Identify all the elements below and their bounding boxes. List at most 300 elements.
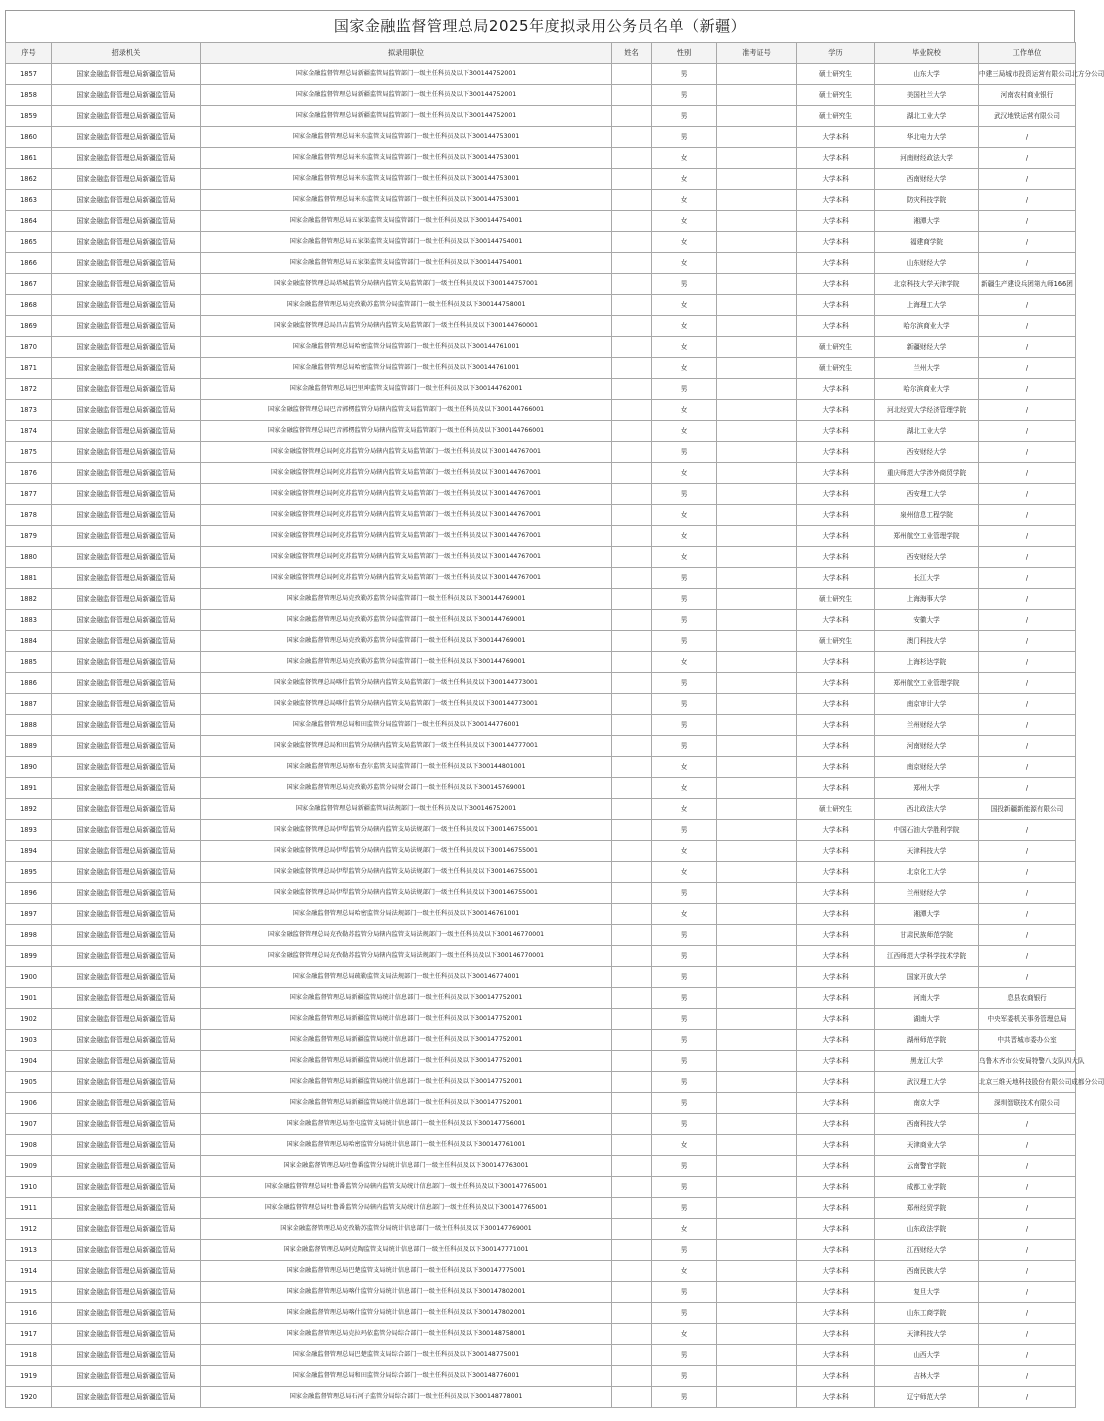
- position-cell: 国家金融监督管理总局阿克苏监管分局辖内监管支局监管部门一级主任科员及以下300144767001: [201, 463, 612, 484]
- ticket-cell: [717, 1345, 797, 1366]
- work-unit-cell: /: [979, 631, 1076, 652]
- table-row: [6, 400, 1076, 421]
- agency-cell: 国家金融监督管理总局新疆监管局: [52, 652, 201, 673]
- gender-cell: 男: [652, 1072, 717, 1093]
- agency-cell: 国家金融监督管理总局新疆监管局: [52, 673, 201, 694]
- education-cell: 大学本科: [797, 274, 875, 295]
- position-cell: 国家金融监督管理总局石河子监管分局综合部门一级主任科员及以下300148778001: [201, 1387, 612, 1408]
- work-unit-cell: /: [979, 715, 1076, 736]
- col-header-ticket: 准考证号: [717, 43, 797, 64]
- work-unit-cell: /: [979, 925, 1076, 946]
- school-cell: 郑州航空工业管理学院: [875, 526, 979, 547]
- gender-cell: 女: [652, 862, 717, 883]
- table-row: [6, 127, 1076, 148]
- school-cell: 南京审计大学: [875, 694, 979, 715]
- seq-cell: 1869: [6, 316, 52, 337]
- table-row: [6, 232, 1076, 253]
- agency-cell: 国家金融监督管理总局新疆监管局: [52, 64, 201, 85]
- ticket-cell: [717, 1261, 797, 1282]
- education-cell: 硕士研究生: [797, 64, 875, 85]
- seq-cell: 1873: [6, 400, 52, 421]
- work-unit-cell: /: [979, 442, 1076, 463]
- work-unit-cell: /: [979, 232, 1076, 253]
- work-unit-cell: /: [979, 211, 1076, 232]
- education-cell: 大学本科: [797, 127, 875, 148]
- table-row: [6, 841, 1076, 862]
- education-cell: 大学本科: [797, 883, 875, 904]
- work-unit-cell: /: [979, 421, 1076, 442]
- name-cell: [612, 547, 652, 568]
- agency-cell: 国家金融监督管理总局新疆监管局: [52, 337, 201, 358]
- name-cell: [612, 946, 652, 967]
- work-unit-cell: /: [979, 400, 1076, 421]
- education-cell: 大学本科: [797, 1219, 875, 1240]
- school-cell: 江西师范大学科学技术学院: [875, 946, 979, 967]
- education-cell: 大学本科: [797, 610, 875, 631]
- gender-cell: 男: [652, 1093, 717, 1114]
- name-cell: [612, 715, 652, 736]
- education-cell: 大学本科: [797, 1345, 875, 1366]
- agency-cell: 国家金融监督管理总局新疆监管局: [52, 967, 201, 988]
- position-cell: 国家金融监督管理总局巴音郭楞监管分局辖内监管支局监管部门一级主任科员及以下300144766001: [201, 421, 612, 442]
- seq-cell: 1907: [6, 1114, 52, 1135]
- table-row: [6, 1114, 1076, 1135]
- work-unit-cell: 乌鲁木齐市公安局特警八支队四大队: [979, 1051, 1076, 1072]
- work-unit-cell: /: [979, 127, 1076, 148]
- gender-cell: 男: [652, 106, 717, 127]
- ticket-cell: [717, 1114, 797, 1135]
- ticket-cell: [717, 484, 797, 505]
- education-cell: 大学本科: [797, 253, 875, 274]
- work-unit-cell: 中央军委机关事务管理总局: [979, 1009, 1076, 1030]
- agency-cell: 国家金融监督管理总局新疆监管局: [52, 232, 201, 253]
- ticket-cell: [717, 820, 797, 841]
- seq-cell: 1876: [6, 463, 52, 484]
- education-cell: 大学本科: [797, 1156, 875, 1177]
- school-cell: 山东政法学院: [875, 1219, 979, 1240]
- position-cell: 国家金融监督管理总局阿克苏监管分局辖内监管支局监管部门一级主任科员及以下300144767001: [201, 568, 612, 589]
- agency-cell: 国家金融监督管理总局新疆监管局: [52, 904, 201, 925]
- table-row: [6, 1366, 1076, 1387]
- agency-cell: 国家金融监督管理总局新疆监管局: [52, 799, 201, 820]
- ticket-cell: [717, 421, 797, 442]
- seq-cell: 1884: [6, 631, 52, 652]
- education-cell: 硕士研究生: [797, 358, 875, 379]
- position-cell: 国家金融监督管理总局和田监管分局监管部门一级主任科员及以下300144776001: [201, 715, 612, 736]
- table-row: [6, 1387, 1076, 1408]
- education-cell: 大学本科: [797, 841, 875, 862]
- name-cell: [612, 1219, 652, 1240]
- education-cell: 大学本科: [797, 1093, 875, 1114]
- table-row: [6, 568, 1076, 589]
- education-cell: 大学本科: [797, 715, 875, 736]
- education-cell: 大学本科: [797, 148, 875, 169]
- name-cell: [612, 883, 652, 904]
- education-cell: 大学本科: [797, 1366, 875, 1387]
- education-cell: 大学本科: [797, 925, 875, 946]
- position-cell: 国家金融监督管理总局新疆监管局统计信息部门一级主任科员及以下300147752001: [201, 1030, 612, 1051]
- position-cell: 国家金融监督管理总局巴楚监管支局统计信息部门一级主任科员及以下300147775001: [201, 1261, 612, 1282]
- roster-table: [5, 42, 1104, 1408]
- position-cell: 国家金融监督管理总局新疆监管局监管部门一级主任科员及以下300144752001: [201, 85, 612, 106]
- agency-cell: 国家金融监督管理总局新疆监管局: [52, 715, 201, 736]
- seq-cell: 1859: [6, 106, 52, 127]
- position-cell: 国家金融监督管理总局新疆监管局监管部门一级主任科员及以下300144752001: [201, 106, 612, 127]
- gender-cell: 女: [652, 1261, 717, 1282]
- table-row: [6, 1072, 1076, 1093]
- gender-cell: 男: [652, 694, 717, 715]
- seq-cell: 1879: [6, 526, 52, 547]
- agency-cell: 国家金融监督管理总局新疆监管局: [52, 1387, 201, 1408]
- gender-cell: 男: [652, 1345, 717, 1366]
- gender-cell: 女: [652, 358, 717, 379]
- agency-cell: 国家金融监督管理总局新疆监管局: [52, 85, 201, 106]
- gender-cell: 男: [652, 1030, 717, 1051]
- work-unit-cell: 深圳智联技术有限公司: [979, 1093, 1076, 1114]
- position-cell: 国家金融监督管理总局新疆监管局法规部门一级主任科员及以下300146752001: [201, 799, 612, 820]
- seq-cell: 1920: [6, 1387, 52, 1408]
- position-cell: 国家金融监督管理总局克孜勒苏监管分局辖内监管支局法规部门一级主任科员及以下300146770001: [201, 925, 612, 946]
- name-cell: [612, 442, 652, 463]
- education-cell: 大学本科: [797, 904, 875, 925]
- education-cell: 大学本科: [797, 1303, 875, 1324]
- seq-cell: 1894: [6, 841, 52, 862]
- table-row: [6, 547, 1076, 568]
- table-row: [6, 526, 1076, 547]
- school-cell: 泉州信息工程学院: [875, 505, 979, 526]
- name-cell: [612, 400, 652, 421]
- work-unit-cell: /: [979, 505, 1076, 526]
- ticket-cell: [717, 190, 797, 211]
- school-cell: 甘肃民族师范学院: [875, 925, 979, 946]
- position-cell: 国家金融监督管理总局克孜勒苏监管分局监管部门一级主任科员及以下300144769001: [201, 652, 612, 673]
- seq-cell: 1913: [6, 1240, 52, 1261]
- name-cell: [612, 379, 652, 400]
- name-cell: [612, 1114, 652, 1135]
- table-row: [6, 862, 1076, 883]
- work-unit-cell: /: [979, 547, 1076, 568]
- name-cell: [612, 505, 652, 526]
- ticket-cell: [717, 358, 797, 379]
- ticket-cell: [717, 337, 797, 358]
- gender-cell: 男: [652, 925, 717, 946]
- name-cell: [612, 337, 652, 358]
- seq-cell: 1881: [6, 568, 52, 589]
- table-row: [6, 799, 1076, 820]
- table-row: [6, 904, 1076, 925]
- name-cell: [612, 64, 652, 85]
- name-cell: [612, 421, 652, 442]
- position-cell: 国家金融监督管理总局伊犁监管分局辖内监管支局法规部门一级主任科员及以下300146755001: [201, 841, 612, 862]
- name-cell: [612, 631, 652, 652]
- page-title: 国家金融监督管理总局2025年度拟录用公务员名单（新疆）: [5, 10, 1075, 42]
- name-cell: [612, 190, 652, 211]
- name-cell: [612, 484, 652, 505]
- education-cell: 大学本科: [797, 1198, 875, 1219]
- position-cell: 国家金融监督管理总局米东监管支局监管部门一级主任科员及以下300144753001: [201, 169, 612, 190]
- seq-cell: 1866: [6, 253, 52, 274]
- table-row: [6, 1156, 1076, 1177]
- seq-cell: 1860: [6, 127, 52, 148]
- name-cell: [612, 610, 652, 631]
- education-cell: 大学本科: [797, 1030, 875, 1051]
- ticket-cell: [717, 1198, 797, 1219]
- position-cell: 国家金融监督管理总局阿克苏监管分局辖内监管支局监管部门一级主任科员及以下300144767001: [201, 526, 612, 547]
- name-cell: [612, 841, 652, 862]
- position-cell: 国家金融监督管理总局哈密监管分局统计信息部门一级主任科员及以下300147761001: [201, 1135, 612, 1156]
- table-row: [6, 1345, 1076, 1366]
- school-cell: 重庆师范大学涉外商贸学院: [875, 463, 979, 484]
- seq-cell: 1909: [6, 1156, 52, 1177]
- name-cell: [612, 463, 652, 484]
- work-unit-cell: /: [979, 463, 1076, 484]
- gender-cell: 男: [652, 1114, 717, 1135]
- seq-cell: 1898: [6, 925, 52, 946]
- agency-cell: 国家金融监督管理总局新疆监管局: [52, 316, 201, 337]
- position-cell: 国家金融监督管理总局克孜勒苏监管分局财会部门一级主任科员及以下300145769001: [201, 778, 612, 799]
- name-cell: [612, 967, 652, 988]
- seq-cell: 1910: [6, 1177, 52, 1198]
- work-unit-cell: /: [979, 484, 1076, 505]
- table-row: [6, 1219, 1076, 1240]
- gender-cell: 男: [652, 715, 717, 736]
- ticket-cell: [717, 547, 797, 568]
- position-cell: 国家金融监督管理总局吐鲁番监管分局辖内监管支局统计信息部门一级主任科员及以下300147765001: [201, 1177, 612, 1198]
- position-cell: 国家金融监督管理总局克孜勒苏监管分局监管部门一级主任科员及以下300144769001: [201, 610, 612, 631]
- ticket-cell: [717, 1135, 797, 1156]
- education-cell: 大学本科: [797, 484, 875, 505]
- seq-cell: 1914: [6, 1261, 52, 1282]
- ticket-cell: [717, 463, 797, 484]
- position-cell: 国家金融监督管理总局察布查尔监管支局监管部门一级主任科员及以下300144801001: [201, 757, 612, 778]
- gender-cell: 女: [652, 169, 717, 190]
- ticket-cell: [717, 1051, 797, 1072]
- name-cell: [612, 316, 652, 337]
- table-row: [6, 1240, 1076, 1261]
- name-cell: [612, 1198, 652, 1219]
- gender-cell: 男: [652, 379, 717, 400]
- position-cell: 国家金融监督管理总局五家渠监管支局监管部门一级主任科员及以下300144754001: [201, 232, 612, 253]
- agency-cell: 国家金融监督管理总局新疆监管局: [52, 736, 201, 757]
- education-cell: 大学本科: [797, 1135, 875, 1156]
- school-cell: 防灾科技学院: [875, 190, 979, 211]
- education-cell: 大学本科: [797, 505, 875, 526]
- ticket-cell: [717, 946, 797, 967]
- ticket-cell: [717, 169, 797, 190]
- gender-cell: 女: [652, 463, 717, 484]
- agency-cell: 国家金融监督管理总局新疆监管局: [52, 1072, 201, 1093]
- agency-cell: 国家金融监督管理总局新疆监管局: [52, 1324, 201, 1345]
- gender-cell: 男: [652, 610, 717, 631]
- table-row: [6, 211, 1076, 232]
- school-cell: 上海杉达学院: [875, 652, 979, 673]
- col-header-agency: 招录机关: [52, 43, 201, 64]
- table-row: [6, 1261, 1076, 1282]
- name-cell: [612, 1009, 652, 1030]
- seq-cell: 1871: [6, 358, 52, 379]
- position-cell: 国家金融监督管理总局新疆监管局统计信息部门一级主任科员及以下300147752001: [201, 988, 612, 1009]
- seq-cell: 1858: [6, 85, 52, 106]
- ticket-cell: [717, 715, 797, 736]
- agency-cell: 国家金融监督管理总局新疆监管局: [52, 862, 201, 883]
- position-cell: 国家金融监督管理总局新疆监管局统计信息部门一级主任科员及以下300147752001: [201, 1009, 612, 1030]
- school-cell: 湖南大学: [875, 1009, 979, 1030]
- work-unit-cell: /: [979, 1240, 1076, 1261]
- table-row: [6, 106, 1076, 127]
- school-cell: 兰州大学: [875, 358, 979, 379]
- seq-cell: 1877: [6, 484, 52, 505]
- position-cell: 国家金融监督管理总局塔城监管分局辖内监管支局监管部门一级主任科员及以下300144757001: [201, 274, 612, 295]
- table-row: [6, 253, 1076, 274]
- ticket-cell: [717, 274, 797, 295]
- education-cell: 硕士研究生: [797, 337, 875, 358]
- name-cell: [612, 526, 652, 547]
- position-cell: 国家金融监督管理总局五家渠监管支局监管部门一级主任科员及以下300144754001: [201, 253, 612, 274]
- ticket-cell: [717, 1030, 797, 1051]
- work-unit-cell: /: [979, 1366, 1076, 1387]
- education-cell: 大学本科: [797, 946, 875, 967]
- agency-cell: 国家金融监督管理总局新疆监管局: [52, 1093, 201, 1114]
- seq-cell: 1878: [6, 505, 52, 526]
- table-row: [6, 715, 1076, 736]
- gender-cell: 女: [652, 1324, 717, 1345]
- name-cell: [612, 904, 652, 925]
- education-cell: 大学本科: [797, 316, 875, 337]
- agency-cell: 国家金融监督管理总局新疆监管局: [52, 1177, 201, 1198]
- position-cell: 国家金融监督管理总局喀什监管分局辖内监管支局监管部门一级主任科员及以下300144773001: [201, 694, 612, 715]
- education-cell: 大学本科: [797, 1114, 875, 1135]
- ticket-cell: [717, 883, 797, 904]
- seq-cell: 1897: [6, 904, 52, 925]
- gender-cell: 女: [652, 148, 717, 169]
- agency-cell: 国家金融监督管理总局新疆监管局: [52, 148, 201, 169]
- name-cell: [612, 1072, 652, 1093]
- seq-cell: 1872: [6, 379, 52, 400]
- work-unit-cell: /: [979, 358, 1076, 379]
- table-row: [6, 652, 1076, 673]
- ticket-cell: [717, 589, 797, 610]
- seq-cell: 1919: [6, 1366, 52, 1387]
- education-cell: 大学本科: [797, 1177, 875, 1198]
- gender-cell: 女: [652, 421, 717, 442]
- work-unit-cell: /: [979, 967, 1076, 988]
- education-cell: 大学本科: [797, 1387, 875, 1408]
- position-cell: 国家金融监督管理总局克孜勒苏监管分局监管部门一级主任科员及以下300144758001: [201, 295, 612, 316]
- ticket-cell: [717, 799, 797, 820]
- gender-cell: 女: [652, 757, 717, 778]
- school-cell: 天津科技大学: [875, 841, 979, 862]
- position-cell: 国家金融监督管理总局伊犁监管分局辖内监管支局法规部门一级主任科员及以下300146755001: [201, 862, 612, 883]
- school-cell: 辽宁师范大学: [875, 1387, 979, 1408]
- agency-cell: 国家金融监督管理总局新疆监管局: [52, 463, 201, 484]
- gender-cell: 男: [652, 820, 717, 841]
- agency-cell: 国家金融监督管理总局新疆监管局: [52, 1051, 201, 1072]
- education-cell: 大学本科: [797, 820, 875, 841]
- agency-cell: 国家金融监督管理总局新疆监管局: [52, 169, 201, 190]
- table-body: [6, 64, 1104, 1408]
- seq-cell: 1891: [6, 778, 52, 799]
- name-cell: [612, 274, 652, 295]
- school-cell: 郑州大学: [875, 778, 979, 799]
- gender-cell: 男: [652, 1051, 717, 1072]
- seq-cell: 1867: [6, 274, 52, 295]
- school-cell: 兰州财经大学: [875, 883, 979, 904]
- work-unit-cell: /: [979, 253, 1076, 274]
- gender-cell: 女: [652, 799, 717, 820]
- school-cell: 山东工商学院: [875, 1303, 979, 1324]
- table-row: [6, 316, 1076, 337]
- work-unit-cell: /: [979, 652, 1076, 673]
- agency-cell: 国家金融监督管理总局新疆监管局: [52, 1219, 201, 1240]
- gender-cell: 男: [652, 736, 717, 757]
- agency-cell: 国家金融监督管理总局新疆监管局: [52, 1282, 201, 1303]
- education-cell: 大学本科: [797, 757, 875, 778]
- seq-cell: 1890: [6, 757, 52, 778]
- seq-cell: 1911: [6, 1198, 52, 1219]
- seq-cell: 1904: [6, 1051, 52, 1072]
- agency-cell: 国家金融监督管理总局新疆监管局: [52, 988, 201, 1009]
- education-cell: 大学本科: [797, 652, 875, 673]
- table-row: [6, 631, 1076, 652]
- seq-cell: 1892: [6, 799, 52, 820]
- ticket-cell: [717, 1240, 797, 1261]
- gender-cell: 男: [652, 589, 717, 610]
- ticket-cell: [717, 127, 797, 148]
- position-cell: 国家金融监督管理总局喀什监管分局统计信息部门一级主任科员及以下300147802001: [201, 1282, 612, 1303]
- work-unit-cell: /: [979, 169, 1076, 190]
- agency-cell: 国家金融监督管理总局新疆监管局: [52, 106, 201, 127]
- work-unit-cell: /: [979, 1135, 1076, 1156]
- col-header-work: 工作单位: [979, 43, 1076, 64]
- name-cell: [612, 85, 652, 106]
- work-unit-cell: 息县农商银行: [979, 988, 1076, 1009]
- gender-cell: 男: [652, 967, 717, 988]
- gender-cell: 男: [652, 1240, 717, 1261]
- education-cell: 大学本科: [797, 232, 875, 253]
- school-cell: 长江大学: [875, 568, 979, 589]
- table-row: [6, 442, 1076, 463]
- school-cell: 北京科技大学天津学院: [875, 274, 979, 295]
- school-cell: 天津科技大学: [875, 1324, 979, 1345]
- name-cell: [612, 358, 652, 379]
- work-unit-cell: /: [979, 862, 1076, 883]
- school-cell: 湘潭大学: [875, 211, 979, 232]
- table-row: [6, 757, 1076, 778]
- education-cell: 大学本科: [797, 526, 875, 547]
- position-cell: 国家金融监督管理总局和田监管分局辖内监管支局监管部门一级主任科员及以下300144777001: [201, 736, 612, 757]
- education-cell: 大学本科: [797, 1282, 875, 1303]
- school-cell: 南京财经大学: [875, 757, 979, 778]
- gender-cell: 男: [652, 1366, 717, 1387]
- agency-cell: 国家金融监督管理总局新疆监管局: [52, 694, 201, 715]
- school-cell: 河北经贸大学经济管理学院: [875, 400, 979, 421]
- table-row: [6, 505, 1076, 526]
- education-cell: 大学本科: [797, 421, 875, 442]
- work-unit-cell: /: [979, 1324, 1076, 1345]
- table-row: [6, 778, 1076, 799]
- table-row: [6, 1303, 1076, 1324]
- agency-cell: 国家金融监督管理总局新疆监管局: [52, 526, 201, 547]
- school-cell: 上海理工大学: [875, 295, 979, 316]
- work-unit-cell: /: [979, 736, 1076, 757]
- table-row: [6, 1135, 1076, 1156]
- gender-cell: 女: [652, 232, 717, 253]
- school-cell: 安徽大学: [875, 610, 979, 631]
- seq-cell: 1917: [6, 1324, 52, 1345]
- position-cell: 国家金融监督管理总局新疆监管局统计信息部门一级主任科员及以下300147752001: [201, 1072, 612, 1093]
- ticket-cell: [717, 1366, 797, 1387]
- table-row: [6, 1009, 1076, 1030]
